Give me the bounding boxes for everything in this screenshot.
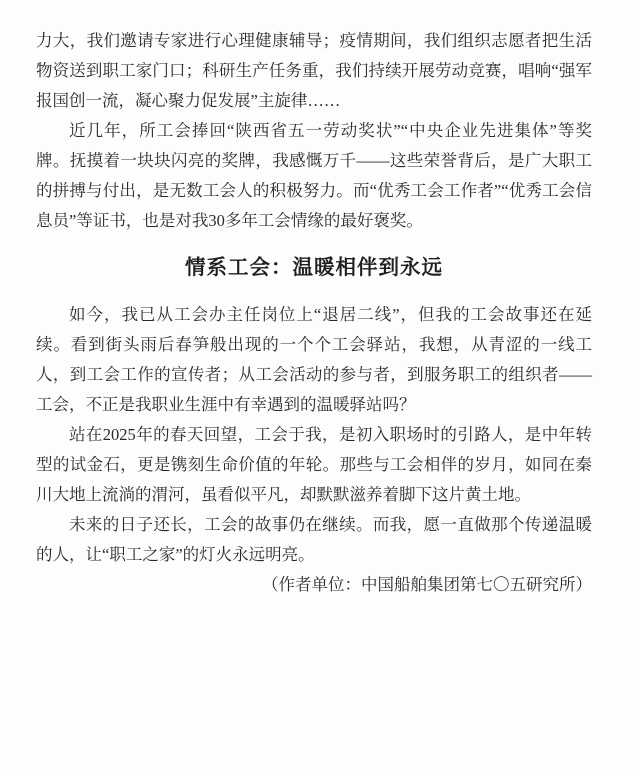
paragraph: 未来的日子还长，工会的故事仍在继续。而我，愿一直做那个传递温暖的人，让“职工之家”的灯火永远明亮。 [36, 515, 592, 564]
author-affiliation: （作者单位：中国船舶集团第七〇五研究所） [262, 575, 592, 594]
paragraph: 近几年，所工会捧回“陕西省五一劳动奖状”“中央企业先进集体”等奖牌。抚摸着一块块闪亮的奖牌，我感慨万千——这些荣誉背后，是广大职工的拼搏与付出，是无数工会人的积极努力。而“优秀工会工作者”“优秀工会信息员”等证书，也是对我30多年工会情缘的最好褒奖。 [36, 121, 592, 230]
paragraph: 如今，我已从工会办主任岗位上“退居二线”，但我的工会故事还在延续。看到街头雨后春笋般出现的一个个工会驿站，我想，从青涩的一线工人，到工会工作的宣传者；从工会活动的参与者，到服务职工的组织者——工会，不正是我职业生涯中有幸遇到的温暖驿站吗？ [36, 305, 592, 414]
section-heading: 情系工会：温暖相伴到永远 [185, 256, 443, 279]
paragraph: 站在2025年的春天回望，工会于我，是初入职场时的引路人，是中年转型的试金石，更是镌刻生命价值的年轮。那些与工会相伴的岁月，如同在秦川大地上流淌的渭河，虽看似平凡，却默默滋养着脚下这片黄土地。 [36, 425, 592, 504]
paragraph-continuation: 力大，我们邀请专家进行心理健康辅导；疫情期间，我们组织志愿者把生活物资送到职工家门口；科研生产任务重，我们持续开展劳动竞赛，唱响“强军报国创一流，凝心聚力促发展”主旋律…… [36, 31, 592, 110]
